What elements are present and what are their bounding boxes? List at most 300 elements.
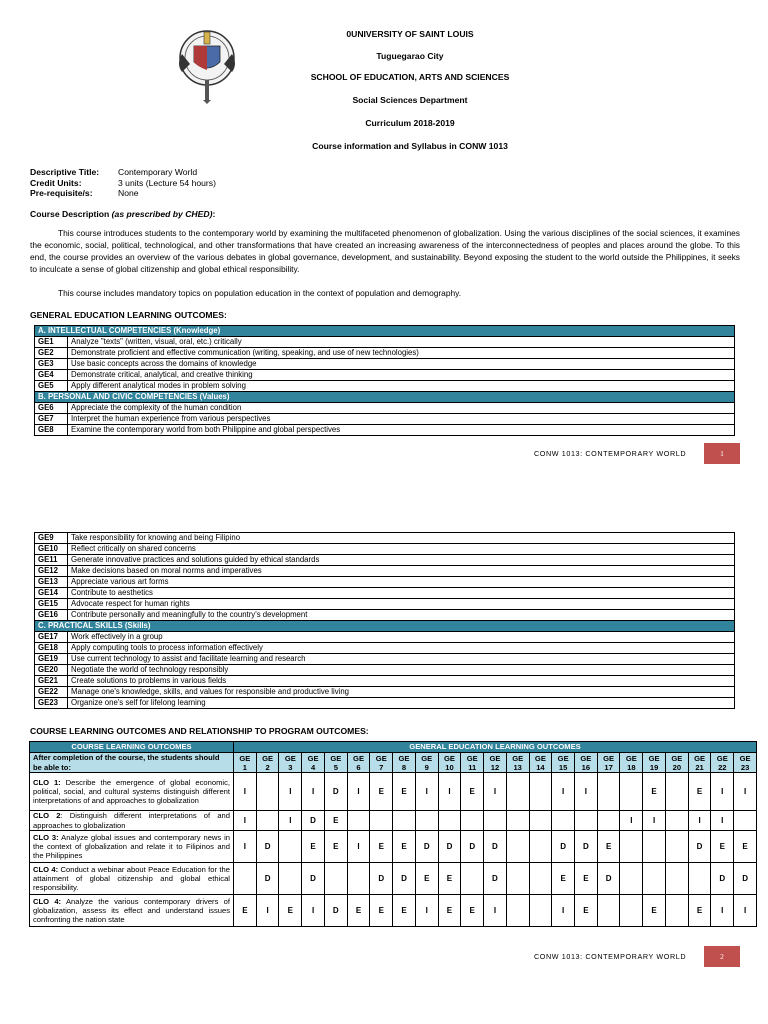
ge-column-number: 11 <box>468 762 477 772</box>
ge-outcome-row <box>35 533 735 544</box>
ge-column-number: 13 <box>513 762 522 772</box>
clo-ge-mark: I <box>234 773 257 811</box>
clo-ge-mark: I <box>734 773 757 811</box>
ge-column-header <box>484 753 507 773</box>
clo-ge-mark: I <box>415 773 438 811</box>
clo-ge-mark: E <box>552 863 575 895</box>
ge-outcome-row <box>35 337 735 348</box>
curriculum-year: Curriculum 2018-2019 <box>365 118 455 128</box>
clo-ge-mark <box>529 811 552 831</box>
clo-header-row <box>30 742 757 753</box>
clo-ge-mark: I <box>484 895 507 927</box>
ge-column-number: 12 <box>490 762 500 772</box>
clo-ge-mark <box>461 811 484 831</box>
ge-column-prefix: GE <box>239 753 251 763</box>
clo-ge-mark: I <box>279 811 302 831</box>
ge-outcome-row <box>35 403 735 414</box>
clo-ge-mark: E <box>324 811 347 831</box>
clo-ge-mark: I <box>643 811 666 831</box>
ge-column-number: 4 <box>310 762 316 772</box>
ge-column-number: 7 <box>379 762 384 772</box>
ge-column-prefix: GE <box>603 753 615 763</box>
ge-column-number: 3 <box>288 762 293 772</box>
ge-column-header <box>734 753 757 773</box>
ge-description: Contribute personally and meaningfully to the country's development <box>68 610 735 621</box>
ge-outcome-row <box>35 381 735 392</box>
ge-outcome-row <box>35 425 735 436</box>
clo-heading: COURSE LEARNING OUTCOMES AND RELATIONSHIP TO PROGRAM OUTCOMES: <box>30 726 369 736</box>
clo-ge-mark <box>665 773 688 811</box>
clo-ge-mark: I <box>279 773 302 811</box>
clo-ge-mark: D <box>302 811 325 831</box>
ge-description: Examine the contemporary world from both Philippine and global perspectives <box>68 425 735 436</box>
clo-text: Analyze the various contemporary drivers of globalization, assess its effect and understand issues confronting the nation state <box>33 896 230 925</box>
ge-outcome-row <box>35 370 735 381</box>
clo-ge-mark <box>620 895 643 927</box>
clo-ge-mark: I <box>234 831 257 863</box>
clo-ge-mark <box>620 831 643 863</box>
ge-column-number: 14 <box>536 762 545 772</box>
ge-column-header <box>393 753 416 773</box>
ge-column-header <box>575 753 598 773</box>
ge-description: Apply different analytical modes in problem solving <box>68 381 735 392</box>
clo-row <box>30 863 757 895</box>
clo-ge-mark: I <box>256 895 279 927</box>
clo-description <box>30 831 234 863</box>
clo-ge-mark <box>347 863 370 895</box>
prerequisite-value: None <box>118 188 139 198</box>
clo-ge-mark <box>529 895 552 927</box>
clo-ge-mark <box>665 863 688 895</box>
course-description-colon: : <box>212 209 216 219</box>
clo-ge-mark <box>506 773 529 811</box>
clo-ge-mark: E <box>370 831 393 863</box>
ge-column-prefix: GE <box>489 753 501 763</box>
clo-description <box>30 895 234 927</box>
ge-code: GE12 <box>35 566 68 577</box>
ge-description: Apply computing tools to process information effectively <box>68 643 735 654</box>
page-number-1: 1 <box>704 443 740 464</box>
clo-ge-mark <box>575 811 598 831</box>
ge-column-number: 16 <box>581 762 591 772</box>
ge-column-header <box>711 753 734 773</box>
credit-units-value: 3 units (Lecture 54 hours) <box>118 178 216 188</box>
clo-ge-mark <box>279 863 302 895</box>
city-name: Tuguegarao City <box>376 51 444 61</box>
credit-units-label: Credit Units: <box>30 178 82 188</box>
clo-description <box>30 773 234 811</box>
ge-code: GE1 <box>35 337 68 348</box>
ge-column-number: 23 <box>740 762 750 772</box>
ge-description: Use current technology to assist and facilitate learning and research <box>68 654 735 665</box>
ge-column-header <box>347 753 370 773</box>
clo-ge-mark: E <box>347 895 370 927</box>
ge-column-header <box>665 753 688 773</box>
ge-code: GE10 <box>35 544 68 555</box>
clo-ge-mark <box>506 831 529 863</box>
ge-column-prefix: GE <box>262 753 274 763</box>
ge-column-number: 8 <box>401 762 407 772</box>
population-education-paragraph: This course includes mandatory topics on population education in the context of population and demography. <box>58 288 462 298</box>
course-info-title: Course information and Syllabus in CONW 1013 <box>312 141 508 151</box>
clo-ge-mark: E <box>711 831 734 863</box>
ge-description: Reflect critically on shared concerns <box>68 544 735 555</box>
clo-label: CLO 4: <box>33 896 62 906</box>
ge-column-header <box>370 753 393 773</box>
footer-course-label: CONW 1013: CONTEMPORARY WORLD <box>534 449 687 458</box>
clo-header-right: GENERAL EDUCATION LEARNING OUTCOMES <box>234 742 757 753</box>
ge-column-header <box>234 753 257 773</box>
ge-description: Demonstrate critical, analytical, and creative thinking <box>68 370 735 381</box>
ge-description: Generate innovative practices and solutions guided by ethical standards <box>68 555 735 566</box>
page-number-2: 2 <box>704 946 740 967</box>
ge-column-number: 1 <box>242 762 247 772</box>
clo-ge-mark <box>506 863 529 895</box>
ge-column-header <box>552 753 575 773</box>
ge-outcome-row <box>35 632 735 643</box>
clo-ge-mark: D <box>302 863 325 895</box>
prerequisite-row <box>30 188 139 198</box>
ge-column-header <box>302 753 325 773</box>
clo-text: : Distinguish different interpretations of and approaches to globalization <box>33 811 230 830</box>
ge-column-prefix: GE <box>739 753 751 763</box>
prerequisite-label: Pre-requisite/s: <box>30 188 93 198</box>
ge-code: GE13 <box>35 577 68 588</box>
ge-code: GE2 <box>35 348 68 359</box>
clo-ge-mark: E <box>575 863 598 895</box>
ge-column-prefix: GE <box>671 753 683 763</box>
ge-outcome-row <box>35 698 735 709</box>
ge-category-label: B. PERSONAL AND CIVIC COMPETENCIES (Values) <box>35 392 735 403</box>
clo-ge-mark <box>234 863 257 895</box>
clo-ge-mark: D <box>597 863 620 895</box>
ge-outcome-row <box>35 566 735 577</box>
clo-ge-mark: I <box>552 895 575 927</box>
clo-ge-mark: I <box>302 895 325 927</box>
ge-column-header <box>279 753 302 773</box>
ge-code: GE9 <box>35 533 68 544</box>
descriptive-title-value: Contemporary World <box>118 167 198 177</box>
course-description-paragraph: This course introduces students to the contemporary world by examining the multifaceted phenomenon of globalization. Using the various disciplines of the social sciences, it examines the economic, social, political, technological, and other transformations that have created an increasing awareness of the interconnectedness of peoples and places around the globe. To this end, the course provides an overview of the various debates in global governance, development, and sustainability. Beyond exposing the student to the world outside the Philippines, it seeks to inculcate a sense of global citizenship and global ethical responsibility. <box>30 228 740 274</box>
clo-ge-mark <box>665 811 688 831</box>
ge-outcome-row <box>35 414 735 425</box>
clo-label: CLO 2 <box>33 811 61 821</box>
clo-ge-mark <box>279 831 302 863</box>
clo-ge-mark: I <box>484 773 507 811</box>
ge-description: Contribute to aesthetics <box>68 588 735 599</box>
clo-ge-mark: E <box>438 895 461 927</box>
clo-ge-mark: D <box>552 831 575 863</box>
ge-column-number: 17 <box>604 762 613 772</box>
ge-description: Demonstrate proficient and effective communication (writing, speaking, and use of new technologies) <box>68 348 735 359</box>
clo-ge-mark: I <box>575 773 598 811</box>
clo-ge-mark: I <box>711 895 734 927</box>
ge-code: GE3 <box>35 359 68 370</box>
clo-ge-mark <box>256 773 279 811</box>
ge-column-number: 19 <box>649 762 659 772</box>
clo-mapping-table <box>29 741 757 927</box>
clo-row <box>30 773 757 811</box>
clo-ge-mark <box>393 811 416 831</box>
ge-column-prefix: GE <box>330 753 342 763</box>
ge-outcome-row <box>35 588 735 599</box>
ge-column-prefix: GE <box>512 753 524 763</box>
clo-ge-mark <box>597 895 620 927</box>
ge-column-prefix: GE <box>443 753 455 763</box>
ge-column-number: 20 <box>672 762 682 772</box>
ge-column-header <box>529 753 552 773</box>
clo-ge-mark <box>597 773 620 811</box>
clo-label: CLO 4: <box>33 864 59 874</box>
clo-ge-mark: E <box>597 831 620 863</box>
descriptive-title-row <box>30 167 197 177</box>
ge-outcomes-heading: GENERAL EDUCATION LEARNING OUTCOMES: <box>30 310 227 320</box>
ge-outcome-row <box>35 359 735 370</box>
ge-code: GE16 <box>35 610 68 621</box>
course-description-label: Course Description <box>30 209 110 219</box>
clo-ge-mark: D <box>324 895 347 927</box>
clo-text: Analyze global issues and contemporary news in the context of globalization and relate it to Filipinos and the Philippines <box>33 832 230 861</box>
ge-column-number: 10 <box>445 762 454 772</box>
clo-ge-mark: D <box>575 831 598 863</box>
ge-outcomes-table-1 <box>34 325 735 436</box>
clo-ge-mark: E <box>643 773 666 811</box>
clo-ge-mark: I <box>234 811 257 831</box>
ge-column-prefix: GE <box>307 753 319 763</box>
clo-ge-mark: I <box>688 811 711 831</box>
ge-outcome-row <box>35 676 735 687</box>
ge-outcome-row <box>35 577 735 588</box>
clo-ge-mark: E <box>461 895 484 927</box>
clo-ge-mark: E <box>370 895 393 927</box>
ge-column-header <box>324 753 347 773</box>
clo-subheader-row <box>30 753 757 773</box>
ge-category-label: C. PRACTICAL SKILLS (Skills) <box>35 621 735 632</box>
ge-column-header <box>438 753 461 773</box>
clo-ge-mark: I <box>734 895 757 927</box>
ge-code: GE14 <box>35 588 68 599</box>
clo-ge-mark: I <box>552 773 575 811</box>
clo-ge-mark: E <box>234 895 257 927</box>
ge-code: GE15 <box>35 599 68 610</box>
ge-outcome-row <box>35 555 735 566</box>
ge-column-number: 5 <box>333 762 338 772</box>
clo-ge-mark: D <box>324 773 347 811</box>
clo-header-left: COURSE LEARNING OUTCOMES <box>30 742 234 753</box>
ge-column-number: 22 <box>718 762 727 772</box>
clo-ge-mark: E <box>279 895 302 927</box>
department-name: Social Sciences Department <box>352 95 468 105</box>
descriptive-title-label: Descriptive Title: <box>30 167 100 177</box>
clo-ge-mark: E <box>734 831 757 863</box>
clo-ge-mark: I <box>711 773 734 811</box>
clo-ge-mark <box>347 811 370 831</box>
clo-ge-mark: I <box>620 811 643 831</box>
course-description-heading <box>30 209 215 219</box>
clo-ge-mark <box>734 811 757 831</box>
clo-label: CLO 3: <box>33 832 59 842</box>
ge-description: Negotiate the world of technology responsibly <box>68 665 735 676</box>
clo-ge-mark: E <box>370 773 393 811</box>
ge-column-number: 15 <box>558 762 568 772</box>
clo-ge-mark: E <box>415 863 438 895</box>
ge-column-prefix: GE <box>466 753 478 763</box>
clo-ge-mark <box>665 895 688 927</box>
clo-subheader-text: After completion of the course, the students should be able to: <box>30 753 234 773</box>
ge-category-label: A. INTELLECTUAL COMPETENCIES (Knowledge) <box>35 326 735 337</box>
clo-ge-mark: I <box>438 773 461 811</box>
ge-category-row <box>35 621 735 632</box>
ge-column-header <box>688 753 711 773</box>
clo-ge-mark <box>643 831 666 863</box>
clo-ge-mark: I <box>711 811 734 831</box>
ge-outcome-row <box>35 687 735 698</box>
clo-ge-mark: E <box>393 895 416 927</box>
ge-code: GE5 <box>35 381 68 392</box>
ge-column-prefix: GE <box>625 753 637 763</box>
clo-row <box>30 831 757 863</box>
clo-description <box>30 863 234 895</box>
clo-ge-mark: E <box>393 773 416 811</box>
ge-column-header <box>461 753 484 773</box>
ge-code: GE18 <box>35 643 68 654</box>
clo-ge-mark: E <box>324 831 347 863</box>
clo-ge-mark: D <box>461 831 484 863</box>
clo-ge-mark <box>529 863 552 895</box>
ge-column-number: 9 <box>424 762 429 772</box>
ge-description: Create solutions to problems in various fields <box>68 676 735 687</box>
clo-ge-mark <box>506 811 529 831</box>
course-description-note: (as prescribed by CHED) <box>111 209 213 219</box>
ge-column-header <box>506 753 529 773</box>
ge-column-prefix: GE <box>694 753 706 763</box>
ge-column-prefix: GE <box>557 753 569 763</box>
clo-ge-mark <box>597 811 620 831</box>
clo-ge-mark: E <box>643 895 666 927</box>
ge-description: Appreciate various art forms <box>68 577 735 588</box>
clo-ge-mark: I <box>347 831 370 863</box>
clo-ge-mark <box>461 863 484 895</box>
ge-column-prefix: GE <box>284 753 296 763</box>
credit-units-row <box>30 178 216 188</box>
ge-code: GE6 <box>35 403 68 414</box>
ge-description: Use basic concepts across the domains of knowledge <box>68 359 735 370</box>
clo-ge-mark <box>506 895 529 927</box>
clo-row <box>30 895 757 927</box>
ge-column-header <box>597 753 620 773</box>
ge-code: GE23 <box>35 698 68 709</box>
clo-ge-mark <box>665 831 688 863</box>
ge-outcome-row <box>35 348 735 359</box>
ge-category-row <box>35 326 735 337</box>
clo-ge-mark <box>484 811 507 831</box>
ge-description: Appreciate the complexity of the human condition <box>68 403 735 414</box>
ge-outcome-row <box>35 544 735 555</box>
clo-ge-mark: D <box>256 831 279 863</box>
ge-column-number: 21 <box>695 762 704 772</box>
ge-column-prefix: GE <box>353 753 365 763</box>
ge-column-prefix: GE <box>398 753 410 763</box>
ge-description: Interpret the human experience from various perspectives <box>68 414 735 425</box>
ge-outcome-row <box>35 599 735 610</box>
clo-ge-mark <box>324 863 347 895</box>
clo-ge-mark <box>620 863 643 895</box>
clo-ge-mark: D <box>393 863 416 895</box>
clo-ge-mark: D <box>734 863 757 895</box>
clo-ge-mark: E <box>302 831 325 863</box>
clo-ge-mark <box>552 811 575 831</box>
ge-code: GE7 <box>35 414 68 425</box>
clo-ge-mark <box>438 811 461 831</box>
clo-ge-mark: E <box>688 895 711 927</box>
clo-label: CLO 1: <box>33 777 61 787</box>
clo-ge-mark: E <box>688 773 711 811</box>
ge-column-prefix: GE <box>648 753 660 763</box>
ge-column-number: 18 <box>627 762 636 772</box>
clo-ge-mark: I <box>415 895 438 927</box>
ge-column-header <box>620 753 643 773</box>
clo-ge-mark: I <box>302 773 325 811</box>
clo-ge-mark <box>529 773 552 811</box>
clo-row <box>30 811 757 831</box>
ge-code: GE11 <box>35 555 68 566</box>
ge-code: GE19 <box>35 654 68 665</box>
clo-ge-mark: D <box>256 863 279 895</box>
ge-description: Manage one's knowledge, skills, and values for responsible and productive living <box>68 687 735 698</box>
school-name: SCHOOL OF EDUCATION, ARTS AND SCIENCES <box>310 72 510 82</box>
ge-code: GE8 <box>35 425 68 436</box>
clo-ge-mark <box>370 811 393 831</box>
ge-description: Make decisions based on moral norms and imperatives <box>68 566 735 577</box>
ge-column-number: 6 <box>356 762 361 772</box>
ge-code: GE20 <box>35 665 68 676</box>
ge-column-header <box>643 753 666 773</box>
ge-description: Work effectively in a group <box>68 632 735 643</box>
clo-ge-mark: D <box>415 831 438 863</box>
clo-ge-mark: D <box>370 863 393 895</box>
ge-description: Analyze "texts" (written, visual, oral, etc.) critically <box>68 337 735 348</box>
clo-ge-mark: D <box>484 831 507 863</box>
clo-ge-mark <box>643 863 666 895</box>
clo-ge-mark <box>256 811 279 831</box>
clo-ge-mark <box>620 773 643 811</box>
ge-outcome-row <box>35 654 735 665</box>
ge-description: Organize one's self for lifelong learning <box>68 698 735 709</box>
ge-description: Advocate respect for human rights <box>68 599 735 610</box>
ge-outcome-row <box>35 610 735 621</box>
clo-ge-mark <box>529 831 552 863</box>
clo-ge-mark: E <box>575 895 598 927</box>
ge-column-prefix: GE <box>375 753 387 763</box>
clo-ge-mark: D <box>688 831 711 863</box>
ge-column-prefix: GE <box>421 753 433 763</box>
ge-description: Take responsibility for knowing and being Filipino <box>68 533 735 544</box>
footer-course-label-2: CONW 1013: CONTEMPORARY WORLD <box>534 952 687 961</box>
clo-ge-mark: I <box>347 773 370 811</box>
ge-column-prefix: GE <box>716 753 728 763</box>
clo-ge-mark: D <box>711 863 734 895</box>
clo-text: Conduct a webinar about Peace Education for the attainment of global citizenship and global ethical responsibility. <box>33 864 230 893</box>
clo-ge-mark <box>688 863 711 895</box>
clo-ge-mark <box>415 811 438 831</box>
ge-outcome-row <box>35 665 735 676</box>
clo-ge-mark: D <box>484 863 507 895</box>
clo-ge-mark: E <box>438 863 461 895</box>
ge-code: GE4 <box>35 370 68 381</box>
ge-code: GE21 <box>35 676 68 687</box>
ge-outcome-row <box>35 643 735 654</box>
ge-column-number: 2 <box>265 762 270 772</box>
